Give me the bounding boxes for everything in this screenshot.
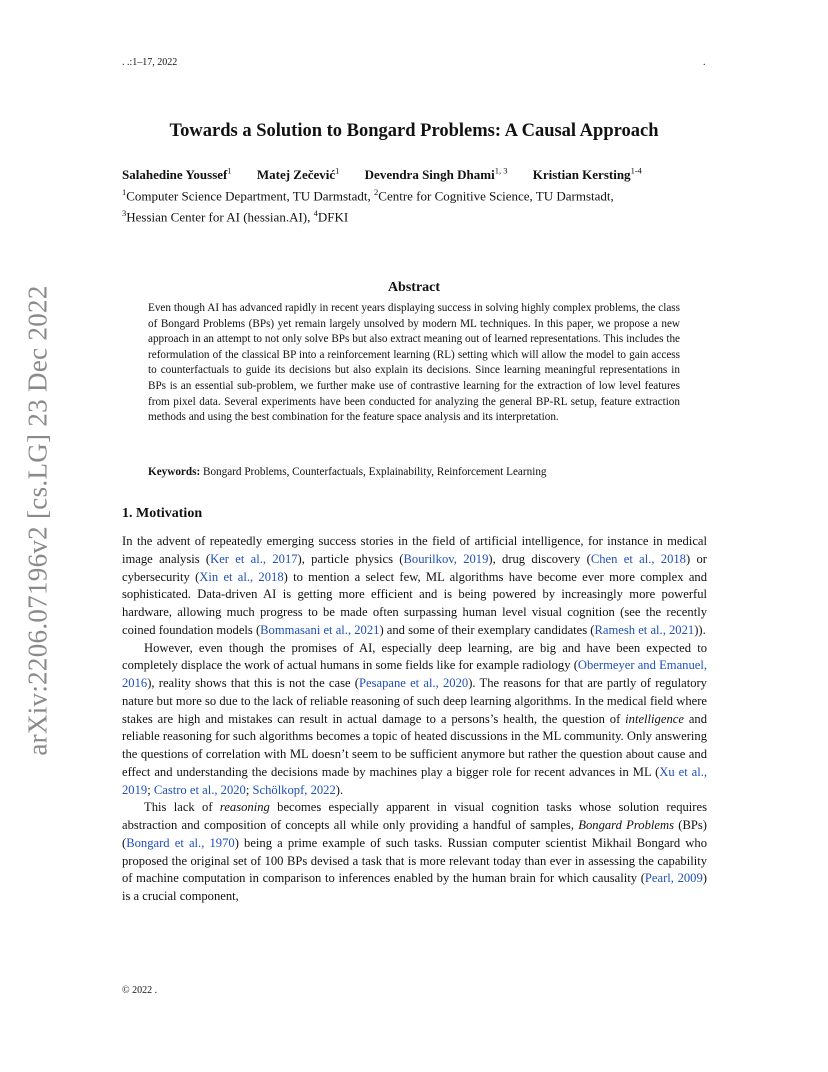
body-paragraph (122, 799, 707, 906)
author-affil-mark: 1-4 (630, 166, 642, 176)
citation-link[interactable]: Castro et al., 2020 (153, 782, 246, 797)
keywords-list: Bongard Problems, Counterfactuals, Explainability, Reinforcement Learning (203, 466, 547, 478)
body-paragraph (122, 640, 707, 800)
abstract-text: Even though AI has advanced rapidly in recent years displaying success in solving highly complex problems, the class of Bongard Problems (BPs) yet remain largely unsolved by modern ML techniques. In this paper, we propose a new approach in an attempt to not only solve BPs but also extract meaning out of learned representations. This includes the reformulation of the classical BP into a reinforcement learning (RL) setting which will allow the model to gain access to counterfactuals to guide its decisions but also explain its decisions. Since learning meaningful representations in BPs is an essential sub-problem, we further make use of contrastive learning for the extraction of low level features from pixel data. Several experiments have been conducted for analyzing the general BP-RL setup, feature extraction methods and using the best combination for the feature space analysis and its interpretation. (148, 302, 680, 424)
running-header: . .:1–17, 2022 (122, 57, 178, 68)
text-run: ) to mention a select few, ML algorithms have become ever more complex and sophisticated. Data-driven AI is getting more efficient and is being powered by increasingly more powerful hardware, allowing much progress to be made often surpassing human level visual cognition (see the recently coined foundation models ( (122, 569, 707, 637)
affil-text: Hessian Center for AI (hessian.AI), (126, 209, 314, 225)
text-run: ), drug discovery ( (488, 551, 591, 566)
citation-link[interactable]: Pesapane et al., 2020 (359, 676, 469, 690)
body-text (122, 533, 707, 906)
citation-link[interactable]: Ker et al., 2017 (210, 551, 298, 566)
emphasis: reasoning (219, 800, 270, 815)
text-run: ), particle physics ( (297, 551, 404, 566)
affil-mark: 2 (374, 187, 379, 197)
citation-link[interactable]: Chen et al., 2018 (590, 551, 686, 566)
affiliations (122, 184, 712, 226)
arxiv-stamp (18, 285, 58, 755)
affil-text: Computer Science Department, TU Darmstadt, (126, 188, 375, 204)
citation-link[interactable]: Xu et al., 2019 (122, 764, 707, 797)
text-run: ; (245, 782, 253, 797)
emphasis: Bongard Problems (578, 818, 674, 832)
text-run: and reliable reasoning for such algorithms becomes a topic of heated discussions in the ML community. Only answering the questions of correlation with ML doesn’t seem to be sufficient anymore but rather the question about cause and effect and understanding the decisions made by machines play a bigger role for recent advances in ML ( (122, 711, 707, 779)
author (257, 167, 340, 182)
affil-mark: 4 (313, 207, 318, 218)
affil-mark: 3 (122, 207, 127, 218)
body-paragraph (122, 533, 707, 640)
author-affil-mark: 1, 3 (494, 166, 508, 176)
author (122, 167, 232, 182)
keywords-label: Keywords: (148, 466, 201, 478)
affil-mark: 1 (122, 187, 127, 197)
arxiv-stamp-text: arXiv:2206.07196v2 [cs.LG] 23 Dec 2022 (22, 284, 53, 756)
author-name: Kristian Kersting (532, 167, 631, 183)
citation-link[interactable]: Bongard et al., 1970 (126, 835, 235, 850)
text-run: ), reality shows that this is not the case ( (147, 676, 359, 690)
author-affil-mark: 1 (227, 166, 232, 176)
abstract-heading: Abstract (387, 280, 441, 295)
text-run: This lack of (144, 800, 220, 815)
text-run: ). (335, 782, 344, 797)
text-run: becomes especially apparent in visual cognition tasks whose solution requires abstraction and composition of concepts all while only providing a handful of samples, (122, 800, 707, 832)
text-run: However, even though the promises of AI, especially deep learning, are big and have been expected to completely displace the work of actual humans in some fields like for example radiology ( (122, 640, 707, 673)
text-run: ) being a prime example of such tasks. Russian computer scientist Mikhail Bongard who proposed the original set of 100 BPs devised a task that is more relevant today than ever in assessing the capability of machine computation in comparison to inferences enabled by the human brain for which causality ( (122, 835, 707, 886)
citation-link[interactable]: Pearl, 2009 (644, 871, 703, 886)
affil-text: DFKI (317, 209, 349, 225)
copyright-footer: © 2022 . (122, 985, 158, 996)
affil-text: Centre for Cognitive Science, TU Darmstadt, (378, 188, 614, 204)
author-affil-mark: 1 (335, 166, 340, 176)
emphasis: intelligence (625, 711, 684, 726)
text-run: ) is a crucial component, (122, 871, 707, 903)
citation-link[interactable]: Xin et al., 2018 (199, 569, 284, 584)
author-list (122, 166, 664, 183)
citation-link[interactable]: Bommasani et al., 2021 (260, 622, 380, 637)
citation-link[interactable]: Ramesh et al., 2021 (594, 622, 695, 637)
text-run: ). The reasons for that are partly of regulatory nature but more so due to the lack of reliable reasoning of such deep learning algorithms. In the medical field where stakes are high and mistakes can result in actual damage to a persons’s health, the question of (122, 676, 707, 726)
text-run: ) or cybersecurity ( (122, 551, 707, 584)
section-heading: 1. Motivation (122, 506, 203, 521)
text-run: (BPs) ( (122, 818, 707, 850)
author (365, 167, 508, 182)
text-run: )). (694, 622, 706, 637)
author-name: Salahedine Youssef (122, 167, 228, 183)
citation-link[interactable]: Obermeyer and Emanuel, 2016 (122, 658, 707, 690)
paper-title: Towards a Solution to Bongard Problems: A Causal Approach (169, 121, 659, 141)
text-run: ; (147, 782, 154, 797)
author-name: Matej Zečević (256, 167, 336, 183)
author-name: Devendra Singh Dhami (364, 167, 495, 183)
keywords (148, 466, 680, 478)
text-run: In the advent of repeatedly emerging success stories in the field of artificial intelligence, for instance in medical image analysis ( (122, 534, 707, 566)
citation-link[interactable]: Bourilkov, 2019 (403, 551, 489, 566)
running-header-right: . (703, 57, 706, 68)
text-run: ) and some of their exemplary candidates ( (379, 622, 595, 637)
author (533, 167, 642, 182)
citation-link[interactable]: Schölkopf, 2022 (252, 782, 336, 797)
